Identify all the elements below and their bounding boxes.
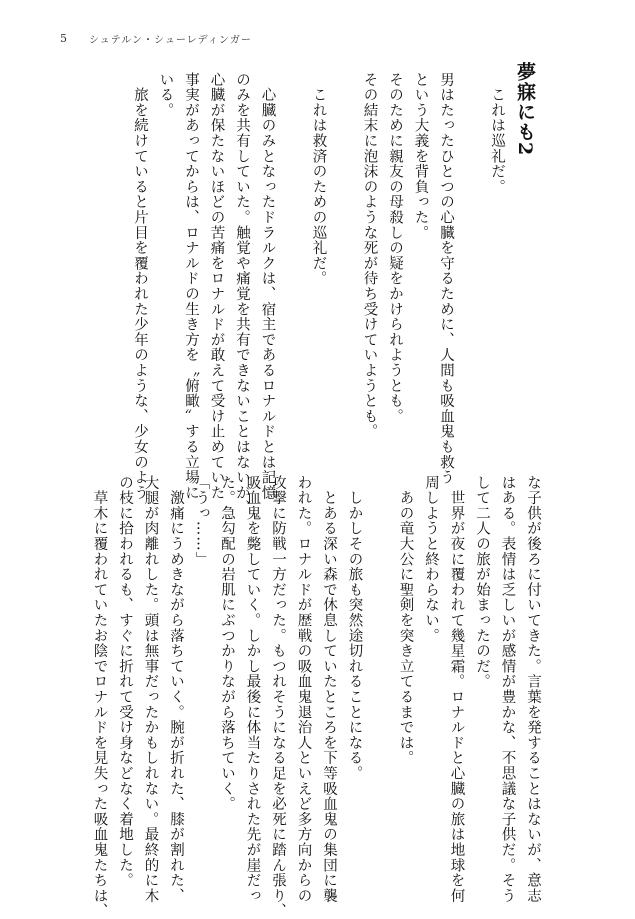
text-line: そのために親友の母殺しの疑をかけられようとも。 bbox=[387, 72, 403, 424]
text-line: 世界が夜に覆われて幾星霜。ロナルドと心臓の旅は地球を何 bbox=[448, 475, 465, 904]
lower-text-block bbox=[86, 475, 545, 919]
chapter-heading: 夢寐にも2 bbox=[514, 62, 536, 157]
running-title: シュテルン・シューレディンガー bbox=[89, 34, 252, 46]
text-line: な子供が後ろに付いてきた。言葉を発することはないが、意志 bbox=[525, 475, 541, 904]
text-line: た。急勾配の岩肌にぶつかりながら落ちていく。 bbox=[219, 475, 235, 812]
text-line: 吸血鬼を斃していく。しかし最後に体当たりされた先が崖だっ bbox=[244, 475, 261, 904]
text-line: 「うっ……」 bbox=[193, 475, 210, 567]
text-line: われた。ロナルドが歴戦の吸血鬼退治人といえど多方向からの bbox=[295, 475, 312, 904]
upper-text-block bbox=[127, 72, 510, 516]
text-line: 心臓が保たないほどの苦痛をロナルドが敢えて受け止めていた bbox=[208, 72, 225, 501]
text-line: いる。 bbox=[157, 72, 174, 118]
text-line: 攻撃に防戦一方だった。もつれそうになる足を必死に踏ん張り、 bbox=[270, 475, 286, 919]
text-line: 事実があってからは、ロナルドの生き方を〝俯瞰〟する立場に bbox=[183, 72, 199, 501]
text-line: して二人の旅が始まったのだ。 bbox=[474, 475, 490, 690]
text-line: のみを共有していた。触覚や痛覚を共有できないことはないが、 bbox=[234, 72, 250, 516]
text-line: 草木に覆われていたお陰でロナルドを見失った吸血鬼たちは、 bbox=[91, 475, 108, 919]
text-line: 大腿が肉離れした。頭は無事だったかもしれない。最終的に木 bbox=[142, 475, 159, 904]
blank-line bbox=[331, 72, 357, 472]
text-line: しかしその旅も突然途切れることになる。 bbox=[346, 475, 363, 781]
text-line: 旅を続けていると片目を覆われた少年のような、少女のよう bbox=[132, 72, 148, 501]
text-line: 周しようと終わらない。 bbox=[423, 475, 439, 644]
blank-line bbox=[280, 72, 306, 472]
running-header bbox=[60, 31, 252, 45]
text-line: 激痛にうめきながら落ちていく。腕が折れた、膝が割れた、 bbox=[168, 475, 184, 904]
blank-line bbox=[458, 72, 484, 472]
text-line: 心臓のみとなったドラルクは、宿主であるロナルドとは記憶 bbox=[259, 72, 276, 501]
blank-line bbox=[367, 475, 393, 865]
text-line: その結末に泡沫のような死が待ち受けていようとも。 bbox=[361, 72, 378, 440]
text-line: これは巡礼だ。 bbox=[489, 72, 505, 195]
text-line: これは救済のための巡礼だ。 bbox=[310, 72, 327, 287]
text-line: という大義を背負った。 bbox=[412, 72, 429, 241]
text-line: 男はたったひとつの心臓を守るために、人間も吸血鬼も救う bbox=[438, 72, 454, 486]
text-line: とある深い森で休息していたところを下等吸血鬼の集団に襲 bbox=[321, 475, 337, 904]
page-number: 5 bbox=[60, 31, 67, 45]
text-line: の枝に拾われるも、すぐに折れて受け身などなく着地した。 bbox=[117, 475, 133, 889]
text-line: はある。表情は乏しいが感情が豊かな、不思議な子供だ。そう bbox=[499, 475, 516, 904]
text-line: あの竜大公に聖剣を突き立てるまでは。 bbox=[397, 475, 414, 766]
